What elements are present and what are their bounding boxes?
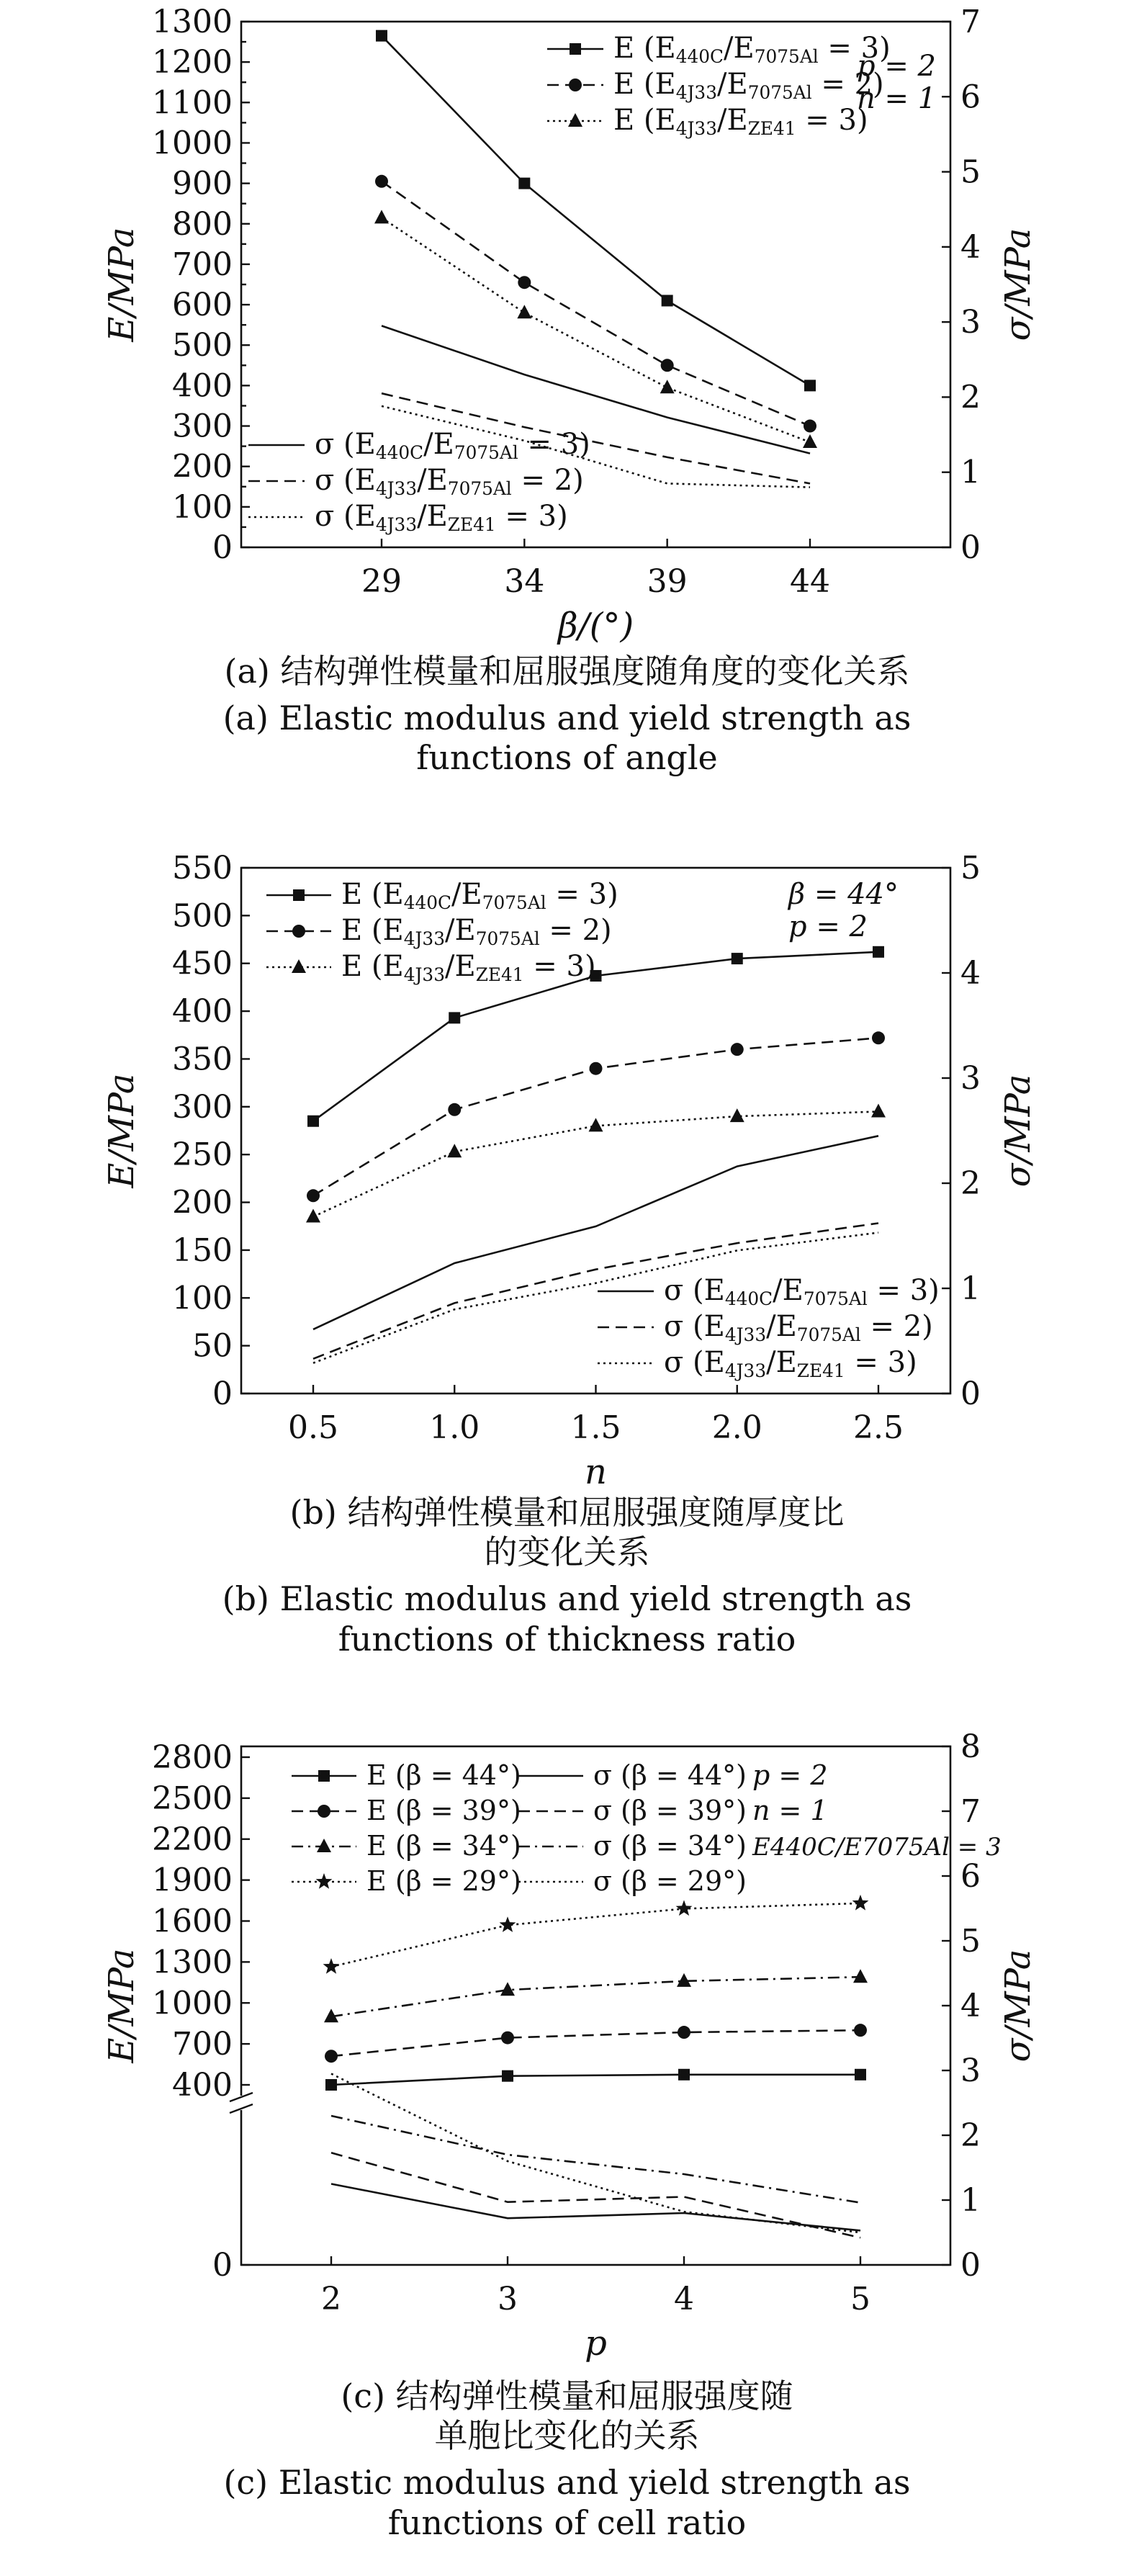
- legend-label: σ (E4J33/EZE41 = 3): [664, 1346, 917, 1381]
- data-point: [307, 1189, 320, 1202]
- x-tick-label: 1.0: [429, 1409, 480, 1446]
- left-tick-label: 1000: [152, 1985, 233, 2022]
- right-tick-label: 4: [960, 1988, 981, 2024]
- legend-entry: [266, 878, 618, 913]
- left-tick-label: 100: [172, 1280, 233, 1317]
- legend-label: E (β = 39°): [366, 1795, 521, 1826]
- data-point: [871, 1103, 886, 1117]
- legend-label: σ (E4J33/E7075Al = 2): [664, 1310, 933, 1345]
- legend-label: σ (E4J33/EZE41 = 3): [315, 500, 568, 535]
- data-point: [804, 380, 816, 391]
- series-b-2: [306, 1103, 886, 1222]
- legend-label: σ (β = 29°): [593, 1865, 747, 1897]
- right-tick-label: 0: [960, 2247, 981, 2284]
- left-tick-label: 400: [172, 367, 233, 405]
- param-label: p = 2: [857, 50, 936, 83]
- data-point: [323, 1958, 340, 1974]
- data-point: [500, 1916, 516, 1932]
- legend-label: E (E4J33/E7075Al = 2): [613, 68, 884, 103]
- x-tick-label: 2.0: [711, 1409, 762, 1446]
- data-point: [448, 1103, 461, 1116]
- y-left-axis-label: E/MPa: [102, 227, 142, 342]
- data-point: [517, 305, 531, 318]
- param-label: p = 2: [752, 1759, 828, 1791]
- param-label: β = 44°: [788, 878, 899, 911]
- data-point: [678, 2026, 690, 2039]
- left-tick-label: 900: [172, 165, 233, 202]
- legend-entry: [547, 104, 868, 139]
- right-tick-label: 3: [960, 304, 981, 341]
- caption-a: [0, 652, 1134, 778]
- data-point: [589, 1118, 603, 1131]
- caption-b-en-2: functions of thickness ratio: [338, 1619, 796, 1659]
- left-tick-label: 50: [192, 1327, 233, 1365]
- data-point: [676, 1900, 693, 1916]
- x-tick-label: 0.5: [288, 1409, 338, 1446]
- data-point: [375, 175, 388, 188]
- x-tick-label: 5: [850, 2281, 870, 2317]
- caption-c-en-2: functions of cell ratio: [387, 2503, 747, 2542]
- left-tick-label: 250: [172, 1136, 233, 1174]
- left-tick-label: 1600: [152, 1903, 233, 1940]
- data-point: [306, 1208, 320, 1222]
- right-tick-label: 2: [960, 2117, 981, 2154]
- right-tick-label: 0: [960, 1375, 981, 1412]
- left-tick-label: 1300: [152, 1944, 233, 1981]
- legend-entry: [598, 1310, 933, 1345]
- left-tick-label: 0: [212, 1375, 233, 1412]
- legend-marker: [570, 43, 581, 55]
- x-axis-label: p: [585, 2323, 607, 2364]
- x-axis-label: n: [585, 1452, 607, 1492]
- left-tick-label: 1200: [152, 44, 233, 81]
- data-point: [732, 953, 743, 964]
- left-tick-label: 500: [172, 897, 233, 935]
- data-point: [854, 2024, 867, 2037]
- right-tick-label: 6: [960, 1858, 981, 1895]
- right-tick-label: 0: [960, 529, 981, 566]
- legend-entry: [292, 1830, 521, 1862]
- legend-marker: [293, 889, 305, 901]
- right-tick-label: 5: [960, 850, 981, 887]
- legend-marker: [318, 1805, 330, 1818]
- y-right-axis-label: σ/MPa: [998, 1074, 1038, 1188]
- x-tick-label: 39: [647, 563, 688, 600]
- param-label: n = 1: [857, 82, 937, 115]
- x-tick-label: 1.5: [570, 1409, 621, 1446]
- caption-c-cn-1: (c) 结构弹性模量和屈服强度随: [341, 2377, 793, 2415]
- left-tick-label: 2800: [152, 1739, 233, 1776]
- x-tick-label: 2.5: [853, 1409, 904, 1446]
- data-point: [855, 2069, 866, 2081]
- right-tick-label: 3: [960, 2052, 981, 2089]
- legend-entry: [518, 1865, 747, 1897]
- legend-entry: [248, 500, 568, 535]
- y-right-axis-label: σ/MPa: [998, 228, 1038, 341]
- caption-a-cn: (a) 结构弹性模量和屈服强度随角度的变化关系: [224, 652, 910, 691]
- right-tick-label: 5: [960, 153, 981, 191]
- chart-a: [102, 4, 1038, 646]
- y-right-axis-label: σ/MPa: [998, 1949, 1038, 2063]
- left-tick-label: 550: [172, 850, 233, 887]
- legend-marker: [292, 959, 306, 973]
- data-point: [730, 1108, 744, 1122]
- data-point: [307, 1116, 319, 1127]
- legend-entry: [266, 950, 596, 985]
- left-tick-label: 450: [172, 945, 233, 982]
- legend-label: E (E440C/E7075Al = 3): [341, 878, 618, 913]
- series-line: [331, 2116, 860, 2203]
- data-point: [501, 2032, 514, 2045]
- data-point: [731, 1043, 744, 1056]
- caption-b-en-1: (b) Elastic modulus and yield strength as: [222, 1579, 912, 1619]
- left-tick-label: 400: [172, 993, 233, 1031]
- data-point: [852, 1895, 869, 1911]
- x-tick-label: 4: [674, 2281, 694, 2317]
- series-line: [331, 1903, 860, 1967]
- legend-entry: [598, 1346, 917, 1381]
- legend-label: E (β = 34°): [366, 1830, 521, 1862]
- series-c-1: [325, 2024, 867, 2063]
- data-point: [873, 946, 884, 958]
- left-tick-label: 400: [172, 2067, 233, 2104]
- series-c-5: [331, 2153, 860, 2238]
- legend-marker: [292, 925, 305, 938]
- left-tick-label: 600: [172, 287, 233, 324]
- param-label: n = 1: [752, 1795, 828, 1826]
- legend-entry: [266, 914, 612, 949]
- left-tick-label: 800: [172, 205, 233, 243]
- legend-label: E (β = 29°): [366, 1865, 521, 1897]
- right-tick-label: 7: [960, 4, 981, 40]
- legend-label: σ (E440C/E7075Al = 3): [315, 428, 590, 463]
- series-a-1: [375, 175, 816, 433]
- caption-c-en-1: (c) Elastic modulus and yield strength as: [223, 2463, 911, 2503]
- x-tick-label: 2: [321, 2281, 341, 2317]
- left-tick-label: 0: [212, 529, 233, 566]
- series-a-2: [374, 210, 817, 448]
- right-tick-label: 5: [960, 1923, 981, 1960]
- left-tick-label: 1100: [152, 84, 233, 122]
- data-point: [677, 1973, 691, 1987]
- legend-entry: [292, 1795, 521, 1826]
- series-line: [382, 181, 810, 426]
- legend-entry: [547, 32, 891, 67]
- legend-label: σ (β = 39°): [593, 1795, 747, 1826]
- series-c-2: [324, 1969, 868, 2022]
- data-point: [590, 1062, 603, 1075]
- series-c-3: [323, 1895, 869, 1974]
- legend-label: σ (β = 34°): [593, 1830, 747, 1862]
- y-left-axis-label: E/MPa: [102, 1948, 142, 2063]
- legend-entry: [518, 1795, 747, 1826]
- series-line: [331, 1977, 860, 2016]
- right-tick-label: 7: [960, 1793, 981, 1830]
- legend-entry: [292, 1759, 521, 1791]
- caption-a-en-1: (a) Elastic modulus and yield strength as: [222, 699, 912, 738]
- series-b-1: [307, 1031, 885, 1202]
- left-tick-label: 2200: [152, 1821, 233, 1858]
- right-tick-label: 3: [960, 1060, 981, 1097]
- left-tick-label: 150: [172, 1231, 233, 1269]
- left-tick-label: 300: [172, 408, 233, 445]
- data-point: [325, 2079, 337, 2091]
- data-point: [678, 2069, 690, 2081]
- caption-c-cn-2: 单胞比变化的关系: [434, 2416, 700, 2456]
- series-c-6: [331, 2116, 860, 2203]
- right-tick-label: 1: [960, 2182, 981, 2219]
- right-tick-label: 2: [960, 379, 981, 416]
- right-tick-label: 4: [960, 228, 981, 266]
- left-tick-label: 700: [172, 2026, 233, 2063]
- chart-c: [102, 1728, 1038, 2364]
- left-tick-label: 1300: [152, 4, 233, 40]
- legend-entry: [547, 68, 884, 103]
- legend-marker: [569, 78, 582, 91]
- legend-label: σ (E440C/E7075Al = 3): [664, 1274, 940, 1309]
- x-axis-label: β/(°): [557, 606, 634, 646]
- data-point: [502, 2070, 513, 2082]
- left-tick-label: 0: [212, 2247, 233, 2284]
- caption-b-cn-1: (b) 结构弹性模量和屈服强度随厚度比: [289, 1493, 845, 1532]
- legend-label: E (E4J33/E7075Al = 2): [341, 914, 612, 949]
- param-label: p = 2: [788, 910, 868, 943]
- x-tick-label: 3: [498, 2281, 518, 2317]
- data-point: [518, 178, 530, 189]
- left-tick-label: 200: [172, 1184, 233, 1221]
- data-point: [325, 2050, 338, 2063]
- data-point: [660, 380, 675, 393]
- legend-label: E (E440C/E7075Al = 3): [613, 32, 891, 67]
- right-tick-label: 4: [960, 955, 981, 992]
- left-tick-label: 100: [172, 488, 233, 526]
- series-line: [313, 1038, 878, 1195]
- legend-entry: [292, 1865, 521, 1897]
- series-line: [331, 2074, 860, 2233]
- data-point: [374, 210, 389, 223]
- legend-label: σ (β = 44°): [593, 1759, 747, 1791]
- y-left-axis-label: E/MPa: [102, 1073, 142, 1188]
- legend-label: E (E4J33/EZE41 = 3): [341, 950, 596, 985]
- x-tick-label: 34: [504, 563, 545, 600]
- legend-marker: [316, 1873, 333, 1889]
- param-label: E440C/E7075Al = 3: [752, 1833, 1002, 1862]
- legend-entry: [518, 1830, 747, 1862]
- series-line: [331, 2075, 860, 2085]
- data-point: [449, 1012, 460, 1023]
- left-tick-label: 700: [172, 246, 233, 283]
- legend-marker: [568, 113, 582, 127]
- series-line: [382, 217, 810, 442]
- left-tick-label: 1000: [152, 125, 233, 162]
- right-tick-label: 1: [960, 1270, 981, 1307]
- legend-label: E (β = 44°): [366, 1759, 521, 1791]
- data-point: [662, 295, 673, 306]
- data-point: [376, 30, 387, 42]
- series-line: [331, 2153, 860, 2238]
- x-tick-label: 29: [361, 563, 402, 600]
- legend-entry: [248, 464, 584, 499]
- caption-b: [0, 1493, 1134, 1659]
- legend-label: σ (E4J33/E7075Al = 2): [315, 464, 584, 499]
- legend-marker: [317, 1839, 331, 1852]
- series-c-7: [331, 2074, 860, 2233]
- right-tick-label: 8: [960, 1728, 981, 1765]
- data-point: [447, 1144, 462, 1157]
- data-point: [872, 1031, 885, 1044]
- chart-b: [102, 850, 1038, 1492]
- caption-a-en-2: functions of angle: [416, 738, 718, 778]
- caption-b-cn-2: 的变化关系: [484, 1532, 650, 1572]
- caption-c: [0, 2377, 1134, 2543]
- data-point: [661, 359, 674, 372]
- right-tick-label: 2: [960, 1165, 981, 1202]
- left-tick-label: 2500: [152, 1780, 233, 1817]
- left-tick-label: 350: [172, 1041, 233, 1078]
- legend-entry: [518, 1759, 747, 1791]
- legend-label: E (E4J33/EZE41 = 3): [613, 104, 868, 139]
- left-tick-label: 300: [172, 1088, 233, 1126]
- left-tick-label: 1900: [152, 1862, 233, 1899]
- legend-marker: [318, 1770, 330, 1782]
- x-tick-label: 44: [790, 563, 830, 600]
- data-point: [853, 1969, 868, 1983]
- left-tick-label: 200: [172, 448, 233, 485]
- right-tick-label: 1: [960, 454, 981, 491]
- legend-entry: [248, 428, 590, 463]
- legend-entry: [598, 1274, 940, 1309]
- data-point: [804, 420, 816, 433]
- data-point: [518, 276, 531, 289]
- right-tick-label: 6: [960, 78, 981, 116]
- left-tick-label: 500: [172, 327, 233, 364]
- series-c-0: [325, 2069, 866, 2091]
- data-point: [803, 434, 817, 448]
- series-line: [331, 2030, 860, 2056]
